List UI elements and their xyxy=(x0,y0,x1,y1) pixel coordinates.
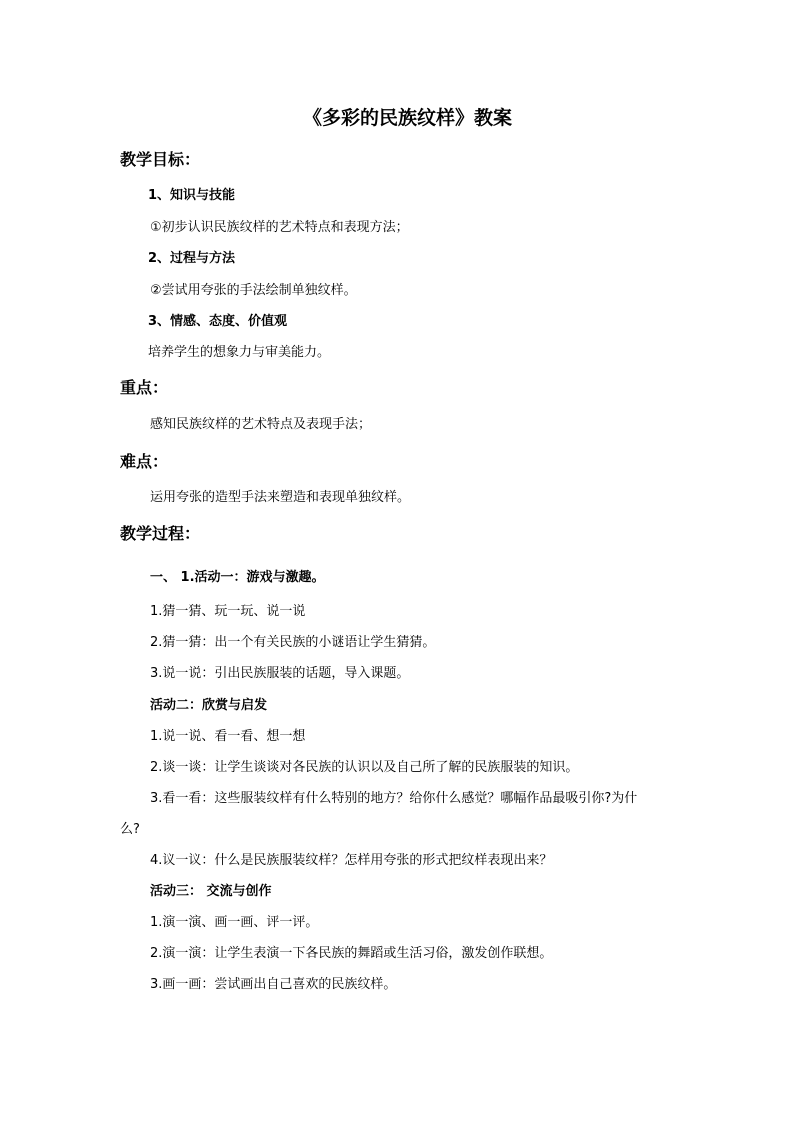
activity-2-item-3: 3.看一看：这些服装纹样有什么特别的地方？给你什么感觉？哪幅作品最吸引你?为什 xyxy=(150,791,638,806)
activity-1-item-2: 2.猜一猜：出一个有关民族的小谜语让学生猜猜。 xyxy=(150,635,436,650)
activity-3-item-2: 2.演一演：让学生表演一下各民族的舞蹈或生活习俗，激发创作联想。 xyxy=(150,946,553,961)
activity-1-item-1: 1.猜一猜、玩一玩、说一说 xyxy=(150,604,306,619)
goals-heading: 教学目标： xyxy=(120,150,201,169)
goal-2-heading: 2、过程与方法 xyxy=(148,251,236,266)
activity-2-item-2: 2.谈一谈：让学生谈谈对各民族的认识以及自己所了解的民族服装的知识。 xyxy=(150,760,579,775)
activity-2-heading: 活动二：欣赏与启发 xyxy=(150,698,268,713)
activity-3-item-3: 3.画一画：尝试画出自己喜欢的民族纹样。 xyxy=(150,977,397,992)
key-heading: 重点： xyxy=(120,378,169,397)
goal-3-text: 培养学生的想象力与审美能力。 xyxy=(148,345,331,360)
activity-2-item-1: 1.说一说、看一看、想一想 xyxy=(150,729,306,744)
key-text: 感知民族纹样的艺术特点及表现手法； xyxy=(150,417,372,432)
goal-1-heading: 1、知识与技能 xyxy=(148,188,236,203)
activity-3-heading: 活动三： 交流与创作 xyxy=(150,884,272,899)
activity-1-heading: 一、 1.活动一：游戏与激趣。 xyxy=(150,570,325,585)
goal-3-heading: 3、情感、态度、价值观 xyxy=(148,314,288,329)
difficulty-text: 运用夸张的造型手法来塑造和表现单独纹样。 xyxy=(150,490,411,505)
activity-3-item-1: 1.演一演、画一画、评一评。 xyxy=(150,915,319,930)
goal-1-text: ①初步认识民族纹样的艺术特点和表现方法； xyxy=(150,220,409,235)
process-heading: 教学过程： xyxy=(120,524,201,543)
activity-2-item-3-continued: 么? xyxy=(120,822,140,837)
difficulty-heading: 难点： xyxy=(120,452,169,471)
activity-1-item-3: 3.说一说：引出民族服装的话题，导入课题。 xyxy=(150,666,410,681)
doc-title: 《多彩的民族纹样》教案 xyxy=(303,107,513,129)
activity-2-item-4: 4.议一议：什么是民族服装纹样？怎样用夸张的形式把纹样表现出来？ xyxy=(150,853,553,868)
goal-2-text: ②尝试用夸张的手法绘制单独纹样。 xyxy=(150,283,357,298)
